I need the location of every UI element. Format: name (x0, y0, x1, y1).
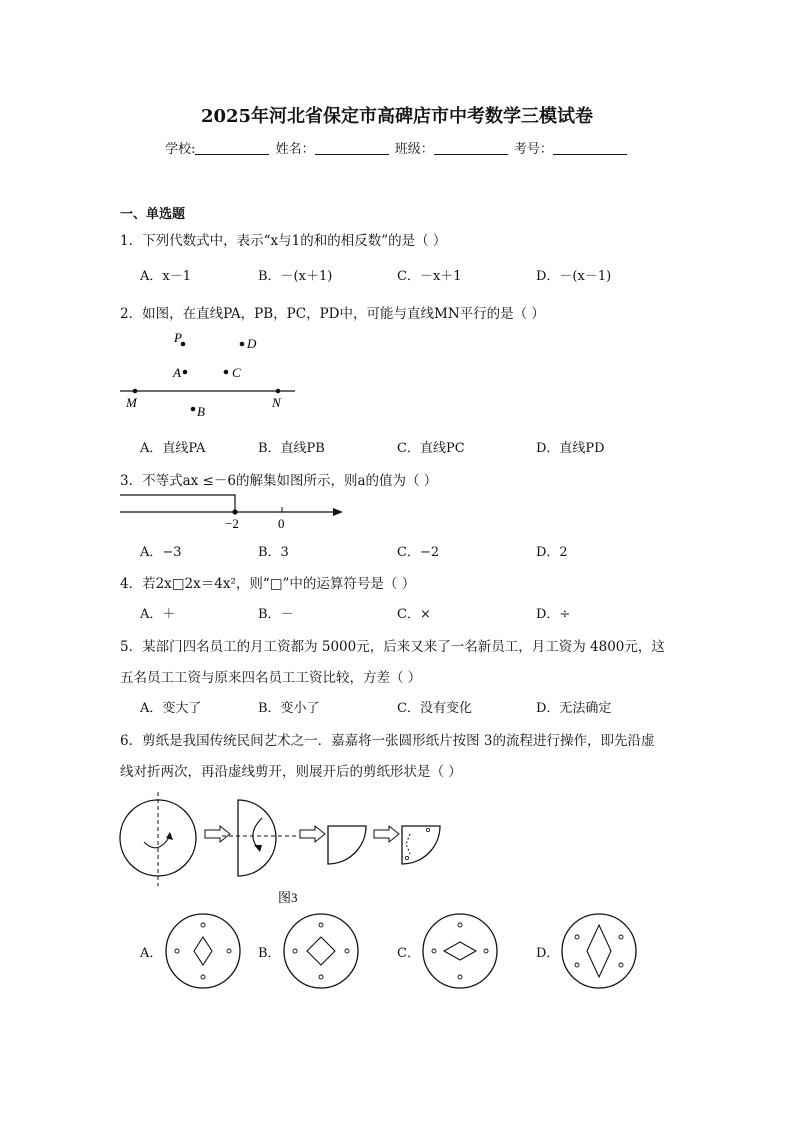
fold-arrowhead-1 (166, 832, 173, 840)
class-label: 班级： (394, 142, 434, 157)
page-title: 2025年河北省保定市高碑店市中考数学三模试卷 (200, 106, 594, 127)
diamond-shape (194, 937, 212, 965)
q4-option-a: A．＋ (140, 607, 176, 622)
number-label: 考号： (513, 142, 553, 157)
tick-label-neg2: −2 (225, 516, 239, 531)
cut-hole-1 (426, 828, 429, 831)
q6-option-d-figure (559, 911, 639, 991)
question-1-text: 1．下列代数式中，表示“x与1的和的相反数”的是（ ） (120, 233, 447, 249)
q3-number-line (115, 490, 350, 535)
label-a: A (173, 365, 181, 380)
solution-ray (120, 495, 235, 512)
q3-option-b: B．3 (258, 545, 289, 560)
q3-option-c: C．−2 (397, 545, 440, 560)
process-arrow-3 (374, 826, 399, 842)
process-arrow-1 (205, 826, 230, 842)
q1-option-d: D．－(x－1) (536, 269, 612, 284)
q3-option-a: A．−3 (140, 545, 182, 560)
q6-option-b-label: B． (258, 946, 281, 961)
solid-point (232, 509, 237, 514)
q2-option-c: C．直线PC (397, 441, 465, 456)
q1-option-a: A．x－1 (140, 269, 191, 284)
q3-option-d: D．2 (536, 545, 568, 560)
school-label: 学校: (165, 142, 196, 157)
flat-diamond-shape (444, 942, 476, 960)
fold-arrowhead-2 (254, 845, 262, 852)
q6-option-d-label: D． (536, 946, 560, 961)
label-d: D (247, 336, 257, 351)
cut-line-diamond (406, 834, 410, 854)
q6-option-c-figure (420, 911, 500, 991)
question-6-line-1: 6．剪纸是我国传统民间艺术之一．嘉嘉将一张圆形纸片按图 3的流程进行操作，即先沿虚 (120, 733, 655, 749)
tick-label-zero: 0 (278, 516, 285, 531)
cut-hole-2 (405, 856, 408, 859)
point-a (183, 370, 188, 375)
q5-option-d: D．无法确定 (536, 701, 612, 716)
point-b (191, 407, 196, 412)
q6-option-b-figure (281, 911, 361, 991)
q4-option-d: D．÷ (536, 607, 571, 622)
cut-quarter-circle (402, 826, 440, 864)
tall-diamond-shape (587, 925, 611, 977)
square-shape (307, 937, 335, 965)
q5-option-c: C．没有变化 (397, 701, 472, 716)
section-heading: 一、单选题 (120, 207, 186, 222)
point-c (224, 370, 229, 375)
class-blank (434, 142, 508, 155)
name-blank (315, 142, 389, 155)
student-info-line (0, 138, 794, 157)
q5-option-a: A．变大了 (140, 701, 202, 716)
point-n (276, 389, 281, 394)
q2-option-b: B．直线PB (258, 441, 325, 456)
axis-arrow (333, 508, 343, 516)
question-4-text: 4．若2x□2x＝4x²，则“□”中的运算符号是（ ） (120, 576, 416, 592)
question-2-text: 2．如图，在直线PA，PB，PC，PD中，可能与直线MN平行的是（ ） (120, 306, 545, 322)
question-5-line-2: 五名员工工资与原来四名员工工资比较，方差（ ） (120, 670, 422, 686)
fold-arrow-1 (144, 836, 170, 848)
label-c: C (232, 365, 241, 380)
number-blank (553, 142, 627, 155)
question-3-text: 3．不等式ax ≤－6的解集如图所示，则a的值为（ ） (120, 473, 438, 489)
point-d (240, 342, 245, 347)
question-5-line-1: 5．某部门四名员工的月工资都为 5000元，后来又来了一名新员工，月工资为 4800元，这 (120, 639, 665, 655)
figure-caption: 图3 (278, 890, 298, 905)
label-n: N (272, 395, 281, 410)
question-6-line-2: 线对折两次，再沿虚线剪开，则展开后的剪纸形状是（ ） (120, 764, 462, 780)
q2-figure (115, 325, 305, 425)
q4-option-b: B．－ (258, 607, 294, 622)
q6-option-c-label: C． (397, 946, 420, 961)
q2-option-d: D．直线PD (536, 441, 605, 456)
q6-option-a-label: A． (140, 946, 163, 961)
q2-option-a: A．直线PA (140, 441, 206, 456)
label-b: B (197, 404, 205, 419)
q6-option-a-figure (163, 911, 243, 991)
q1-option-c: C．－x＋1 (397, 269, 462, 284)
q5-option-b: B．变小了 (258, 701, 320, 716)
school-blank (195, 142, 269, 155)
quarter-circle (328, 826, 366, 864)
q6-fold-process-figure (110, 790, 460, 910)
label-p: P (174, 330, 182, 345)
point-m (133, 389, 138, 394)
process-arrow-2 (300, 826, 325, 842)
label-m: M (126, 395, 137, 410)
q4-option-c: C．× (397, 607, 431, 622)
q1-option-b: B．－(x＋1) (258, 269, 333, 284)
half-circle (238, 800, 276, 876)
name-label: 姓名： (275, 142, 315, 157)
fold-arrow-2 (253, 818, 262, 848)
